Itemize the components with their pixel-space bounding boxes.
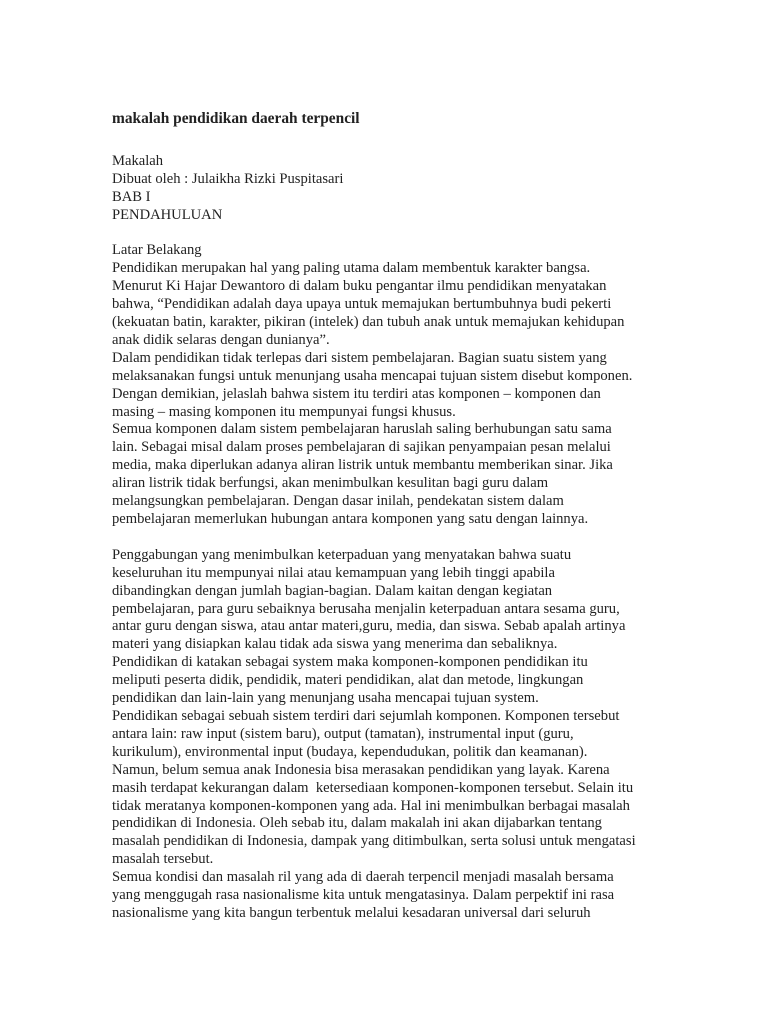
text-line: dibandingkan dengan jumlah bagian-bagian. Dalam kaitan dengan kegiatan [112,582,553,599]
text-line: materi yang disiapkan kalau tidak ada siswa yang menerima dan sebaliknya. [112,636,558,653]
text-line: Semua kondisi dan masalah ril yang ada di daerah terpencil menjadi masalah bersama [112,869,614,886]
text-line: bahwa, “Pendidikan adalah daya upaya untuk memajukan bertumbuhnya budi pekerti [112,296,612,313]
text-line: masalah pendidikan di Indonesia, dampak yang ditimbulkan, serta solusi untuk mengatasi [112,833,636,850]
text-line: keseluruhan itu mempunyai nilai atau kemampuan yang lebih tinggi apabila [112,564,555,581]
text-line: kurikulum), environmental input (budaya, kependudukan, politik dan keamanan). [112,743,588,760]
text-line: PENDAHULUAN [112,206,223,223]
text-line: pembelajaran memerlukan hubungan antara komponen yang satu dengan lainnya. [112,511,589,528]
text-line: Pendidikan sebagai sebuah sistem terdiri dari sejumlah komponen. Komponen tersebut [112,707,620,724]
text-line: antar guru dengan siswa, atau antar materi,guru, media, dan siswa. Sebab apalah artinya [112,618,626,635]
text-line: pendidikan di Indonesia. Oleh sebab itu, dalam makalah ini akan dijabarkan tentang [112,815,602,832]
text-line: antara lain: raw input (sistem baru), output (tamatan), instrumental input (guru, [112,725,574,742]
document-page [112,110,642,923]
text-line: Penggabungan yang menimbulkan keterpaduan yang menyatakan bahwa suatu [112,546,572,563]
text-line: BAB I [112,188,151,205]
text-line: Dalam pendidikan tidak terlepas dari sistem pembelajaran. Bagian suatu sistem yang [112,349,607,366]
text-line: Makalah [112,152,164,169]
text-line: masing – masing komponen itu mempunyai fungsi khusus. [112,403,456,420]
text-line: Dibuat oleh : Julaikha Rizki Puspitasari [112,170,344,187]
text-line: Pendidikan di katakan sebagai system maka komponen-komponen pendidikan itu [112,654,588,671]
text-line: nasionalisme yang kita bangun terbentuk melalui kesadaran universal dari seluruh [112,904,591,921]
text-line: pendidikan dan lain-lain yang menunjang usaha mencapai tujuan system. [112,690,539,707]
text-line: lain. Sebagai misal dalam proses pembelajaran di sajikan penyampaian pesan melalui [112,439,611,456]
text-line: masih terdapat kekurangan dalam ketersediaan komponen-komponen tersebut. Selain itu [112,779,634,796]
document-body [112,153,642,923]
text-line: (kekuatan batin, karakter, pikiran (intelek) dan tubuh anak untuk memajukan kehidupan [112,314,625,331]
text-line: Dengan demikian, jelaslah bahwa sistem itu terdiri atas komponen – komponen dan [112,385,601,402]
paragraph-gap [112,225,642,243]
text-line: Semua komponen dalam sistem pembelajaran haruslah saling berhubungan satu sama [112,421,612,438]
text-line: Menurut Ki Hajar Dewantoro di dalam buku pengantar ilmu pendidikan menyatakan [112,278,607,295]
text-line: aliran listrik tidak berfungsi, akan menimbulkan kesulitan bagi guru dalam [112,475,549,492]
text-line: Pendidikan merupakan hal yang paling utama dalam membentuk karakter bangsa. [112,260,591,277]
text-line: melaksanakan fungsi untuk menunjang usaha mencapai tujuan sistem disebut komponen. [112,367,633,384]
paragraph-gap [112,529,642,547]
text-line: pembelajaran, para guru sebaiknya berusaha menjalin keterpaduan antara sesama guru, [112,600,620,617]
text-line: yang menggugah rasa nasionalisme kita untuk mengatasinya. Dalam perpektif ini rasa [112,887,615,904]
text-line: Latar Belakang [112,242,202,259]
text-line: media, maka diperlukan adanya aliran listrik untuk membantu memberikan sinar. Jika [112,457,613,474]
text-line: Namun, belum semua anak Indonesia bisa merasakan pendidikan yang layak. Karena [112,761,610,778]
text-line: meliputi peserta didik, pendidik, materi pendidikan, alat dan metode, lingkungan [112,672,584,689]
text-line: anak didik selaras dengan dunianya”. [112,331,330,348]
text-line: tidak meratanya komponen-komponen yang ada. Hal ini menimbulkan berbagai masalah [112,797,630,814]
document-title: makalah pendidikan daerah terpencil [112,110,360,127]
text-line: masalah tersebut. [112,851,214,868]
text-line: melangsungkan pembelajaran. Dengan dasar inilah, pendekatan sistem dalam [112,493,564,510]
